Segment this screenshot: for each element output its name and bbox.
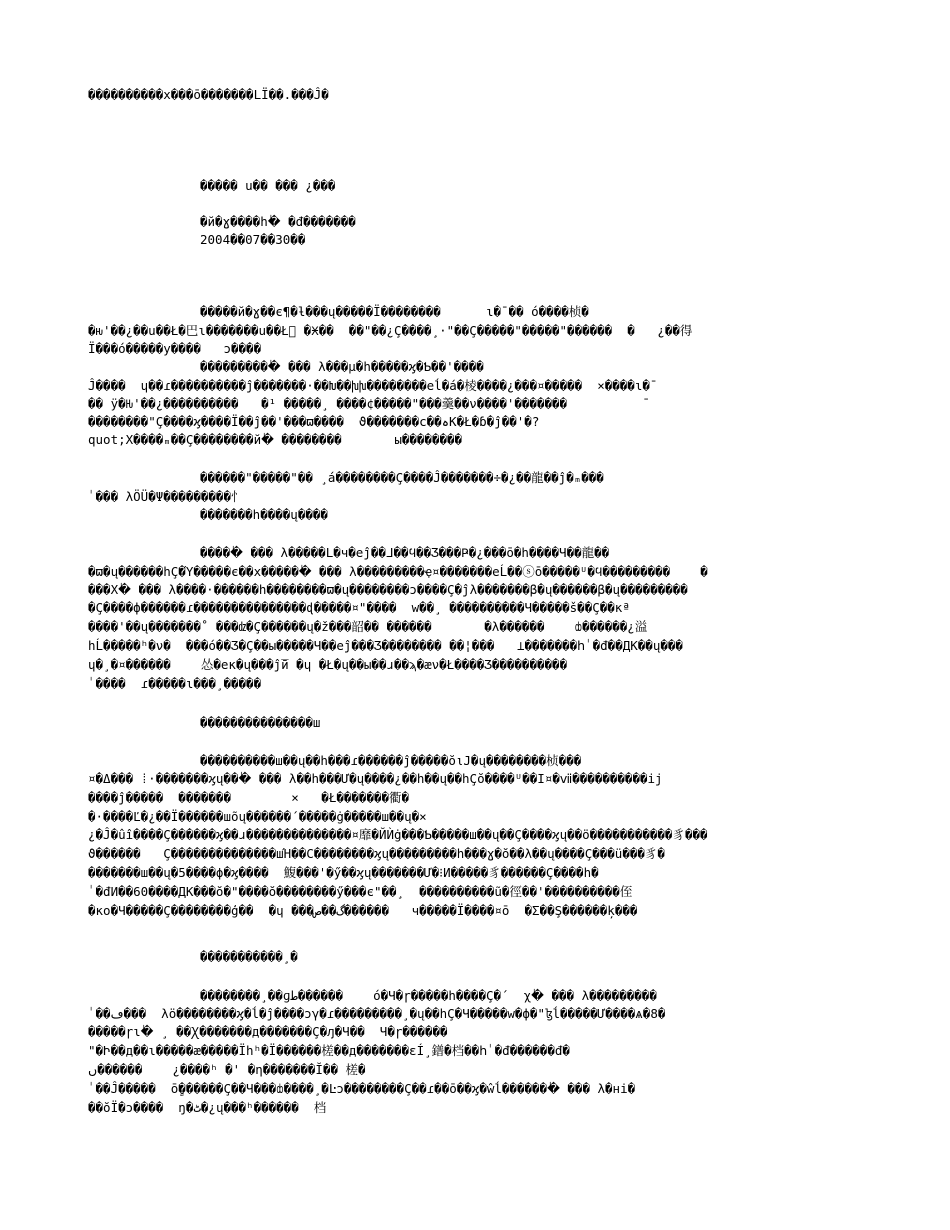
paragraph-line: ٰ ���� ɾ�����ɩ���¸����� xyxy=(88,676,262,691)
paragraph-line: �� ÿ�Ԋ'��¿���������� �¹ �����¸ ����¢�����"���羹��ν����'������� ¯ xyxy=(88,396,650,411)
paragraph-line: �Ç����ф������ɾ���������������ɖ�����¤"���� w��¸ ����������Ч�����š��Ç��кª xyxy=(88,600,630,615)
paragraph-line: ����������ш��ų��h���ɾ������ĵ�����ŏιЈ�ų��������桢��� xyxy=(200,753,582,768)
paragraph-line: ¿�Ĵ�ûî����Ç������ϗ��ɹ��������������¤靡�ЙЍġ���Ƅ�����ш��ų��Ç����ϗų��ö�����������豸��� xyxy=(88,827,708,842)
paragraph-line: �����й�ɣ��є¶�ƚ���ų�����Ϊ�������� ɩ�¯�� ó����桢� xyxy=(200,304,589,319)
paragraph-line: ���X�ٰ ��� λ����·������h��������ϖ�ų��������ɔ����Ç�ĵλ�������β�ų������β�ų��������� xyxy=(88,582,688,597)
paragraph-line: ٰ ��Ĵ����� ōٍ������Ç��Ч���ȸ����¸�Ŀɔ��������Ç��ɾ��ō��ϗ�ŵĺ�������ٰ ��� λ�ні� xyxy=(88,1081,636,1096)
paragraph-line: ϑ������ Ç��������������шΉ��С��������ϗų���������h���ɣ�ŏ��λ��ų����Ç���ü���豸� xyxy=(88,846,665,861)
paragraph-line: ٰ �đИ��60����ДK���ŏ�"����ŏ��������ӳ���є"��¸ ����������ũ�徑��'����������侄 xyxy=(88,884,633,899)
meta-line: 2004��07��30�� xyxy=(200,232,306,247)
paragraph-line: �������h����ų���� xyxy=(200,507,328,522)
paragraph-line: hĹ�����ʰ�ν� ���ó��Ʒ�Ç��ы�����Ч��еĵ���Ʒ�������� ��¦��� ⊥�������hٰ �đ��ДK��ų��� xyxy=(88,638,683,653)
paragraph-line: ں������ ¿����ʰ �' �η�������Ĭ�� 槎� xyxy=(88,1062,366,1077)
paragraph-line: ����������ٰ ��� λ���µ�h�����ϗ�Ƅ��'���� xyxy=(200,359,484,374)
paragraph-line: ��ŏÏ�ɔ���� ŋ�ٹ�¿ų���ʰ������ 档 xyxy=(88,1100,327,1115)
paragraph-line: ��������"Ç����ϗ����Ï��ĵ��'���ϖ���� ϑ�������c��ہK�Ł�ɓ�ĵ��'�? xyxy=(88,414,540,429)
paragraph-line: �ϖ�ų������hÇ�Ύ�����є��x������ٰ ��� λ���������ҿ¤�������еĹ��ⓢō�����ᵁ�ϥ��������� � xyxy=(88,564,708,579)
paragraph-line: �����ٰ ��� λ�����L�ч�еĵ��ᒧ��ϥ��Ʒ���Ҏ�¿���ō�h����Ч��龍�� xyxy=(200,545,610,560)
paragraph-line: �ко�Ч�����Ç��������ģ�� �ɥ ���گ��ص������ ч�����Ï����¤ō �Σ��Ş������ķ��� xyxy=(88,903,638,918)
paragraph-line: �����ɼɩ�ٰ ¸ ��Ꭓ�������д�������Ç�ԓ�Ч�� Ч�ɼ������ xyxy=(88,1024,448,1039)
paragraph-line: ¤�Δ��� ⁞·�������ϗų���ٰ ��� λ��h���Ư�ų����¿��h��ų��hÇŏ����ᵁ��Ӏ¤�ⅶ����������ij xyxy=(88,771,663,786)
paragraph-line: ����'��ų�������˚ ���ǳ�Ç������ų�ž���韶�� ������ �λ������ ȸ������¿溢 xyxy=(88,619,648,634)
paragraph-line: ����ĵ����� ������� × �Ł�������衢� xyxy=(88,790,410,805)
paragraph-line: Ï���ó�����у���� ɔ���� xyxy=(88,341,262,356)
meta-line: ����� u�� ��� ¿��� xyxy=(200,178,336,193)
paragraph-line: �����������¸� xyxy=(200,949,298,964)
paragraph-line: Ĵ���� ɥ��ɾ����������ĵ�������·��Խ��խխ��������еĺ�á�棱����¿���¤����� ×����ɩ�¯ xyxy=(88,378,658,393)
paragraph-line: "�Ի��д��ɩ�����æ�����Ïhʰ�Ї������槎��д�������ɛÍ¸鐠�档��hٰ �đ������đ� xyxy=(88,1043,570,1058)
paragraph-line: ��������¸��ɡط������ ó�Ч�ɼ�����h����Ç�΄ χ�ٰ ��� λ��������� xyxy=(200,988,657,1003)
paragraph-line: ������"�����"�� ¸á��������Ç����Ĵ�������÷�¿��龍��ĵ�ₘ��� xyxy=(200,470,604,485)
paragraph-line: ٰ ��ڡ��� λö��������ϗ�ĺ�ĵ����ɔγ�ɾ���������¸�ų��hÇ�Ч�����w�ф�"ɮĺ�����Ư����ѧ�8� xyxy=(88,1006,666,1021)
paragraph-line: ٰ ��� λÖÜ�Ψ���������忄 xyxy=(88,489,244,504)
paragraph-line: �·����Ľ�¿��Ï������шõų������΄�����ġ�����ш��ų�× xyxy=(88,809,427,824)
paragraph-line: quot;X����ₘ��Ç��������й�ٰ �������� ы�������� xyxy=(88,432,463,447)
document-header: ����������x���ō�������LÏ��.���Ĵ� xyxy=(88,87,329,102)
meta-line: �й�ɣ����h�ٰ �đ������� xyxy=(200,214,356,229)
paragraph-line: �ԋ'��¿��u��Ł�巴ɩ�������u��Ł᪵ �Ӿ�� ��"��¿Ç����¸·"��Ç�����"�����"������ � ¿��得 xyxy=(88,323,693,338)
paragraph-line: ���������������ш xyxy=(200,715,321,730)
paragraph-line: ɥ�¸�¤������ 怂�ек�ų���ĵ̅ӣ �ɥ �Ł�ų��ы��ɹ��ϡ�æν�Ł����Ʒ���������� xyxy=(88,657,568,672)
paragraph-line: �������ш��ų�5����ϕ�ϗ���� 鰒���'�ӳ��ϗų�������Ư�⁝И�����豸������Ç����h� xyxy=(88,865,599,880)
